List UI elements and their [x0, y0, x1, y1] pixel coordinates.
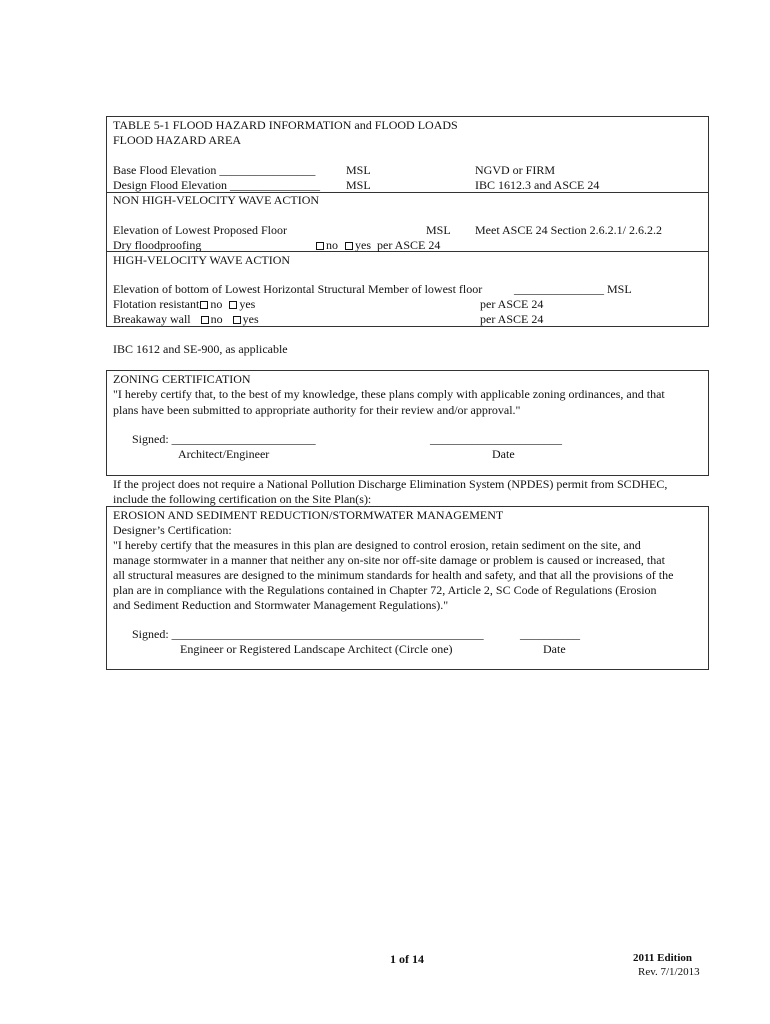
table-title: TABLE 5-1 FLOOD HAZARD INFORMATION and FLOOD LOADS [113, 118, 458, 132]
dry-floodproofing-ref: per ASCE 24 [377, 238, 441, 252]
npdes-note-line: include the following certification on the Site Plan(s): [113, 492, 372, 506]
zoning-text-line: plans have been submitted to appropriate authority for their review and/or approval." [113, 403, 521, 417]
design-flood-elevation-label: Design Flood Elevation _______________ [113, 178, 320, 192]
lowest-floor-note: Meet ASCE 24 Section 2.6.2.1/ 2.6.2.2 [475, 223, 662, 237]
option-no-label: no [210, 312, 223, 326]
option-yes-label: yes [355, 238, 371, 252]
dry-floodproofing-label: Dry floodproofing [113, 238, 202, 252]
hv-elevation-label: Elevation of bottom of Lowest Horizontal Structural Member of lowest floor [113, 282, 483, 296]
lowest-floor-unit: MSL [426, 223, 451, 237]
ibc-note: IBC 1612 and SE-900, as applicable [113, 342, 288, 356]
lowest-floor-label: Elevation of Lowest Proposed Floor [113, 223, 287, 237]
breakaway-label: Breakaway wall [113, 312, 191, 326]
option-yes-label: yes [242, 312, 259, 326]
npdes-note-line: If the project does not require a National Pollution Discharge Elimination System (NPDES) permit from SCDHEC, [113, 477, 668, 491]
design-flood-elevation-note: IBC 1612.3 and ASCE 24 [475, 178, 600, 192]
page-number: 1 of 14 [390, 952, 424, 966]
zoning-signed-field[interactable]: Signed: ________________________ [132, 432, 316, 446]
erosion-text-line: "I hereby certify that the measures in this plan are designed to control erosion, retain sediment on the site, and [113, 538, 641, 552]
base-flood-elevation-label: Base Flood Elevation ________________ [113, 163, 316, 177]
edition-label: 2011 Edition [633, 952, 692, 964]
erosion-date-caption: Date [543, 642, 566, 656]
dry-floodproofing-options [315, 238, 440, 253]
base-flood-elevation-unit: MSL [346, 163, 371, 177]
option-no-label: no [210, 297, 223, 311]
flotation-row [113, 297, 255, 312]
high-velocity-heading: HIGH-VELOCITY WAVE ACTION [113, 253, 291, 267]
breakaway-no-checkbox[interactable] [201, 316, 209, 324]
dry-floodproofing-no-checkbox[interactable] [316, 242, 324, 250]
zoning-signer-caption: Architect/Engineer [178, 447, 270, 461]
option-yes-label: yes [239, 297, 256, 311]
hv-elevation-blank: _______________ MSL [514, 282, 632, 296]
breakaway-yes-checkbox[interactable] [233, 316, 241, 324]
option-no-label: no [326, 238, 338, 252]
erosion-title: EROSION AND SEDIMENT REDUCTION/STORMWATER MANAGEMENT [113, 508, 504, 522]
zoning-date-caption: Date [492, 447, 515, 461]
flood-hazard-heading: FLOOD HAZARD AREA [113, 133, 242, 147]
non-high-velocity-heading: NON HIGH-VELOCITY WAVE ACTION [113, 193, 320, 207]
erosion-signed-field[interactable]: Signed: ____________________________________________________ [132, 627, 484, 641]
erosion-text-line: plan are in compliance with the Regulations contained in Chapter 72, Article 2, SC Code of Regulations (Erosion [113, 583, 657, 597]
dry-floodproofing-yes-checkbox[interactable] [345, 242, 353, 250]
zoning-text-line: "I hereby certify that, to the best of my knowledge, these plans comply with applicable zoning ordinances, and that [113, 387, 665, 401]
flotation-ref: per ASCE 24 [480, 297, 544, 311]
design-flood-elevation-unit: MSL [346, 178, 371, 192]
erosion-text-line: all structural measures are designed to the minimum standards for health and safety, and that all the provisions of the [113, 568, 674, 582]
zoning-title: ZONING CERTIFICATION [113, 372, 251, 386]
erosion-date-field[interactable]: __________ [520, 627, 580, 641]
breakaway-row [113, 312, 259, 327]
base-flood-elevation-note: NGVD or FIRM [475, 163, 556, 177]
revision-label: Rev. 7/1/2013 [638, 966, 700, 978]
erosion-text-line: manage stormwater in a manner that neither any on-site nor off-site damage or problem is caused or increased, that [113, 553, 665, 567]
flotation-label: Flotation resistant [113, 297, 200, 311]
erosion-subtitle: Designer’s Certification: [113, 523, 232, 537]
erosion-text-line: and Sediment Reduction and Stormwater Management Regulations)." [113, 598, 449, 612]
erosion-signer-caption: Engineer or Registered Landscape Architect (Circle one) [180, 642, 453, 656]
flotation-yes-checkbox[interactable] [229, 301, 237, 309]
zoning-date-field[interactable]: ______________________ [430, 432, 562, 446]
breakaway-ref: per ASCE 24 [480, 312, 544, 326]
flotation-no-checkbox[interactable] [200, 301, 208, 309]
